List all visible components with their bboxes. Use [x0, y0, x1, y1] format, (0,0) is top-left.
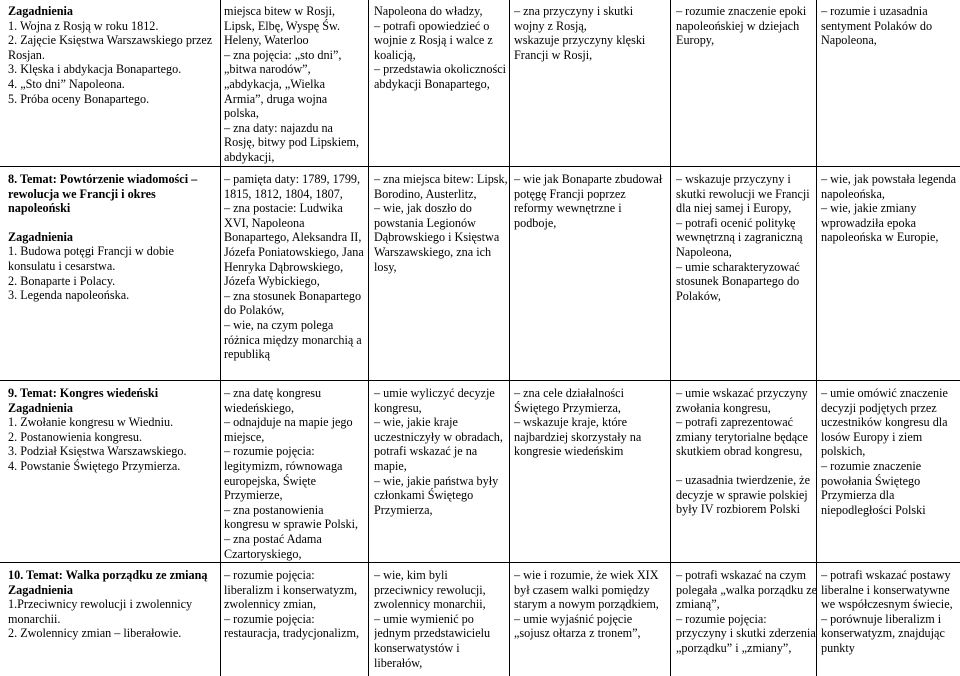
requirement-item: – pamięta daty: 1789, 1799, 1815, 1812, 1804, 1807, [224, 172, 361, 201]
row0-requirements-medium [374, 4, 510, 92]
requirement-item: – wie i rozumie, że wiek XIX był czasem walki pomiędzy starym a nowym porządkiem, [514, 568, 659, 612]
row0-topics [8, 4, 216, 106]
column-divider [220, 0, 221, 676]
row-divider [0, 166, 960, 167]
requirement-item: – zna postacie: Ludwika XVI, Napoleona Bonapartego, Aleksandra II, Józefa Poniatowskiego, Jana Henryka Dąbrowskiego, Józefa Wybickiego, [224, 201, 364, 289]
requirement-item: – zna datę kongresu wiedeńskiego, [224, 386, 322, 415]
requirement-item: – porównuje liberalizm i konserwatyzm, znajdując punkty [821, 611, 945, 655]
requirement-item: – umie wymienić po jednym przedstawicielu konserwatystów i liberałów, [374, 611, 491, 670]
row0-requirements-excellent [821, 4, 957, 48]
column-divider [368, 0, 369, 676]
row3-requirements-excellent [821, 568, 957, 656]
row-divider [0, 380, 960, 381]
topics-heading: Zagadnienia [8, 4, 74, 18]
requirement-item: – zna postanowienia kongresu w sprawie Polski, [224, 502, 359, 532]
row2-requirements-medium [374, 386, 510, 517]
requirement-item: – zna pojęcia: „sto dni”, „bitwa narodów”, „abdykacja, „Wielka Armia”, druga wojna polska, [224, 47, 342, 121]
topic-item: 5. Próba oceny Bonapartego. [8, 91, 150, 106]
requirement-item: – wie jak Bonaparte zbudował potęgę Francji poprzez reformy wewnętrzne i podboje, [514, 172, 663, 230]
requirement-item: – zna postać Adama Czartoryskiego, [224, 531, 322, 561]
row-divider [0, 562, 960, 563]
requirement-item: – wskazuje kraje, które najbardziej skorzystały na kongresie wiedeńskim [514, 415, 642, 459]
row2-requirements-basic [224, 386, 364, 561]
row1-topics [8, 172, 216, 303]
requirement-item: – wie, jak doszło do powstania Legionów Dąbrowskiego i Księstwa Warszawskiego, zna ich losy, [374, 201, 500, 274]
column-divider [670, 0, 671, 676]
row0-requirements-basic [224, 4, 364, 165]
topic-item: 2. Zwolennicy zmian – liberałowie. [8, 626, 182, 641]
requirement-item: – rozumie znaczenie epoki napoleońskiej w dziejach Europy, [676, 4, 807, 48]
requirement-item: miejsca bitew w Rosji, Lipsk, Elbę, Wyspę Św. Heleny, Waterloo [224, 4, 341, 48]
requirement-item: – zna stosunek Bonapartego do Polaków, [224, 288, 362, 318]
topic-item: 1. Wojna z Rosją w roku 1812. [8, 18, 159, 33]
row1-requirements-medium [374, 172, 510, 274]
requirement-item: – wie, jakie państwa były członkami Świętego Przymierza, [374, 473, 499, 517]
topic-item: 2. Postanowienia kongresu. [8, 429, 143, 444]
requirement-item: – wie, jakie zmiany wprowadziła epoka napoleońska w Europie, [821, 201, 939, 245]
requirement-item: – umie scharakteryzować stosunek Bonapartego do Polaków, [676, 259, 800, 303]
row3-topics [8, 568, 216, 641]
requirement-item: – wskazuje przyczyny i skutki rewolucji we Francji dla niej samej i Europy, [676, 172, 810, 216]
row0-requirements-good [514, 4, 664, 62]
requirement-item: – przedstawia okoliczności abdykacji Bonapartego, [374, 62, 506, 91]
requirement-item: – potrafi zaprezentować zmiany terytorialne będące skutkiem obrad kongresu, [676, 415, 808, 459]
requirement-item: – potrafi opowiedzieć o wojnie z Rosją i walce z koalicją, [374, 18, 493, 62]
topic-item: 4. Powstanie Świętego Przymierza. [8, 458, 181, 473]
topic-item: 3. Podział Księstwa Warszawskiego. [8, 444, 187, 459]
topic-item: 2. Bonaparte i Polacy. [8, 273, 116, 288]
lesson-title: 10. Temat: Walka porządku ze zmianą [8, 568, 208, 582]
row1-requirements-excellent [821, 172, 957, 245]
requirement-item: – uzasadnia twierdzenie, że decyzje w sprawie polskiej były IV rozbiorem Polski [676, 472, 810, 517]
topic-item: 3. Legenda napoleońska. [8, 288, 130, 303]
requirement-item: – potrafi wskazać na czym polegała „walka porządku ze zmianą”, [676, 568, 818, 612]
requirement-item: – odnajduje na mapie jego miejsce, [224, 415, 353, 444]
topics-heading: Zagadnienia [8, 582, 74, 597]
requirement-item: – potrafi wskazać postawy liberalne i konserwatywne we współczesnym świecie, [821, 568, 953, 612]
requirement-item: – rozumie pojęcia: liberalizm i konserwatyzm, zwolennicy zmian, [224, 568, 358, 612]
requirement-item: – umie omówić znaczenie decyzji podjętych przez uczestników kongresu dla losów Europy i ziem polskich, [821, 386, 948, 459]
row2-requirements-very-good [676, 386, 818, 517]
requirement-item: Napoleona do władzy, [374, 4, 483, 18]
row2-requirements-good [514, 386, 664, 459]
requirement-item: – wie, na czym polega różnica między monarchią a republiką [224, 317, 362, 362]
requirement-item: – potrafi ocenić politykę wewnętrzną i zagraniczną Napoleona, [676, 215, 803, 259]
topic-item: 2. Zajęcie Księstwa Warszawskiego przez Rosjan. [8, 33, 213, 62]
topic-item: 1. Zwołanie kongresu w Wiedniu. [8, 415, 174, 430]
row1-requirements-good [514, 172, 664, 230]
topic-item: 3. Klęska i abdykacja Bonapartego. [8, 62, 182, 77]
requirement-item: – umie wskazać przyczyny zwołania kongresu, [676, 386, 808, 415]
requirement-item: – zna przyczyny i skutki wojny z Rosją, [514, 4, 634, 33]
requirement-item: – rozumie pojęcia: restauracja, tradycjonalizm, [224, 611, 360, 641]
row1-requirements-very-good [676, 172, 818, 303]
requirement-item: – zna cele działalności Świętego Przymierza, [514, 386, 624, 415]
requirement-item: – wie, kim byli przeciwnicy rewolucji, zwolennicy monarchii, [374, 568, 486, 612]
row3-requirements-basic [224, 568, 364, 641]
requirement-item: wskazuje przyczyny klęski Francji w Rosji, [514, 33, 646, 62]
row2-requirements-excellent [821, 386, 957, 517]
requirement-item: – wie, jak powstała legenda napoleońska, [821, 172, 957, 201]
row3-requirements-medium [374, 568, 510, 670]
requirement-item: – rozumie pojęcia: przyczyny i skutki zderzenia „porządku” i „zmiany”, [676, 611, 816, 655]
lesson-title: 8. Temat: Powtórzenie wiadomości – rewolucja we Francji i okres napoleoński [8, 172, 198, 216]
topics-heading: Zagadnienia [8, 229, 74, 244]
row2-topics [8, 386, 216, 474]
row3-requirements-good [514, 568, 664, 641]
topics-heading: Zagadnienia [8, 400, 74, 415]
topic-item: 1. Budowa potęgi Francji w dobie konsulatu i cesarstwa. [8, 244, 174, 273]
requirement-item: – wie, jakie kraje uczestniczyły w obradach, potrafi wskazać je na mapie, [374, 415, 503, 473]
requirement-item: – zna miejsca bitew: Lipsk, Borodino, Austerlitz, [374, 172, 508, 201]
requirement-item: – zna daty: najazdu na Rosję, bitwy pod Lipskiem, abdykacji, [224, 120, 360, 164]
row0-requirements-very-good [676, 4, 818, 48]
row1-requirements-basic [224, 172, 364, 362]
lesson-title: 9. Temat: Kongres wiedeński [8, 386, 159, 400]
requirement-item: – umie wyjaśnić pojęcie „sojusz ołtarza z tronem”, [514, 611, 641, 641]
requirement-item: – rozumie pojęcia: legitymizm, równowaga europejska, Święte Przymierze, [224, 444, 343, 503]
requirement-item: – rozumie i uzasadnia sentyment Polaków do Napoleona, [821, 4, 933, 48]
topic-item: 1.Przeciwnicy rewolucji i zwolennicy monarchii. [8, 597, 193, 626]
row3-requirements-very-good [676, 568, 818, 656]
requirement-item: – umie wyliczyć decyzje kongresu, [374, 386, 495, 415]
topic-item: 4. „Sto dni” Napoleona. [8, 76, 125, 91]
requirement-item: – rozumie znaczenie powołania Świętego Przymierza dla niepodległości Polski [821, 458, 926, 517]
